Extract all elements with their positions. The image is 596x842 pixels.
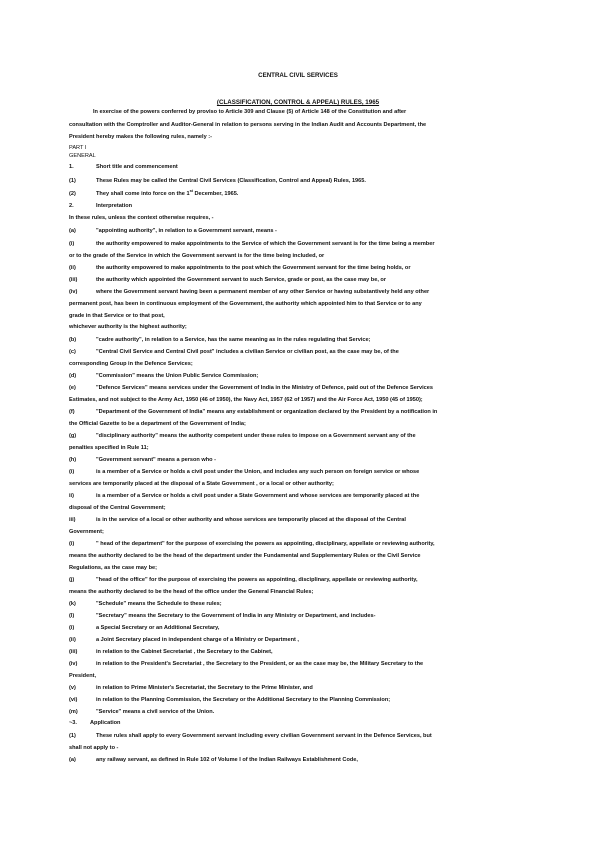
clause-a-i-line-2: or to the grade of the Service in which the Government servant is for the time being included, or <box>69 253 325 259</box>
clause-m-label: (m) <box>69 709 78 715</box>
clause-b-label: (b) <box>69 337 77 343</box>
clause-h-label: (h) <box>69 457 77 463</box>
section-1-title: Short title and commencement <box>96 164 178 170</box>
clause-i-label: (i) <box>69 541 75 547</box>
clause-a-iv-label: (iv) <box>69 289 78 295</box>
clause-l-label: (l) <box>69 613 75 619</box>
clause-e-line-2: Estimates, and not subject to the Army Act, 1950 (46 of 1950), the Navy Act, 1957 (62 of 1957) and the Air Force Act, 1950 (45 of 1950); <box>69 397 423 403</box>
clause-j-line-2: means the authority declared to be the head of the office under the General Financial Rules; <box>69 589 314 595</box>
rule-3-1-label: (1) <box>69 733 76 739</box>
clause-b-text: "cadre authority", in relation to a Service, has the same meaning as in the rules regulating that Service; <box>96 337 371 343</box>
clause-a-i-line-1: the authority empowered to make appointments to the Service of which the Government servant is for the time being a member <box>96 241 435 247</box>
clause-h-ii-line-1: is a member of a Service or holds a civil post under a State Government and whose services are temporarily placed at the <box>96 493 420 499</box>
clause-a-i-label: (i) <box>69 241 75 247</box>
clause-i-line-1: " head of the department" for the purpose of exercising the powers as appointing, disciplinary, appellate or reviewing authority, <box>96 541 435 547</box>
clause-g-line-1: "disciplinary authority" means the authority competent under these rules to impose on a Government servant any of the <box>96 433 416 439</box>
clause-h-iii-line-2: Government; <box>69 529 104 535</box>
intro-line-1: In exercise of the powers conferred by proviso to Article 309 and Clause (5) of Article 148 of the Constitution and after <box>93 109 407 115</box>
clause-l-vi-label: (vi) <box>69 697 78 703</box>
rule-3-1-line-1: These rules shall apply to every Government servant including every civilian Government servant in the Defence Services, but <box>96 733 432 739</box>
clause-a-ii-text: the authority empowered to make appointments to the post which the Government servant for the time being holds, or <box>96 265 411 271</box>
rule-3-1-line-2: shall not apply to - <box>69 745 119 751</box>
rule-1-1-label: (1) <box>69 178 76 184</box>
section-3-title: Application <box>90 720 121 726</box>
section-3-number: ~3. <box>69 720 77 726</box>
clause-l-i-label: (i) <box>69 625 75 631</box>
section-1-number: 1. <box>69 164 74 170</box>
rule-3-a-text: any railway servant, as defined in Rule 102 of Volume I of the Indian Railways Establishment Code, <box>96 757 358 763</box>
clause-d-text: "Commission" means the Union Public Service Commission; <box>96 373 259 379</box>
rule-1-2-text: They shall come into force on the 1st December, 1965. <box>96 189 239 197</box>
clause-e-label: (e) <box>69 385 76 391</box>
clause-d-label: (d) <box>69 373 77 379</box>
clause-e-line-1: "Defence Services" means services under the Government of India in the Ministry of Defence, paid out of the Defence Services <box>96 385 433 391</box>
clause-l-iii-label: (iii) <box>69 649 78 655</box>
clause-c-line-1: "Central Civil Service and Central Civil post" includes a civilian Service or civilian post, as the case may be, of the <box>96 349 399 355</box>
clause-h-ii-line-2: disposal of the Central Government; <box>69 505 166 511</box>
clause-f-line-1: "Department of the Government of India" means any establishment or organization declared by the President by a notification in <box>96 409 438 415</box>
section-2-title: Interpretation <box>96 203 133 209</box>
intro-line-3: President hereby makes the following rules, namely :- <box>69 134 212 140</box>
clause-l-v-text: in relation to Prime Minister's Secretariat, the Secretary to the Prime Minister, and <box>96 685 313 691</box>
document-subtitle: (CLASSIFICATION, CONTROL & APPEAL) RULES, 1965 <box>216 99 380 106</box>
clause-m-text: "Service" means a civil service of the Union. <box>96 709 215 715</box>
clause-h-i-label: (i) <box>69 469 75 475</box>
clause-l-ii-label: (ii) <box>69 637 76 643</box>
clause-l-ii-text: a Joint Secretary placed in independent charge of a Ministry or Department , <box>96 637 299 643</box>
clause-c-line-2: corresponding Group in the Defence Services; <box>69 361 193 367</box>
clause-l-v-label: (v) <box>69 685 76 691</box>
clause-a-label: (a) <box>69 228 76 234</box>
clause-i-line-3: Regulations, as the case may be; <box>69 565 157 571</box>
clause-a-iii-label: (iii) <box>69 277 78 283</box>
clause-a-iv-line-3: grade in that Service or to that post, <box>69 313 165 319</box>
clause-c-label: (c) <box>69 349 76 355</box>
clause-l-iv-line-2: President, <box>69 673 97 679</box>
clause-l-iii-text: in relation to the Cabinet Secretariat , the Secretary to the Cabinet, <box>96 649 273 655</box>
clause-h-ii-label: ii) <box>69 493 74 499</box>
clause-f-line-2: the Official Gazette to be a department of the Government of India; <box>69 421 246 427</box>
clause-h-iii-line-1: is in the service of a local or other authority and whose services are temporarily placed at the disposal of the Central <box>96 517 406 523</box>
clause-k-label: (k) <box>69 601 76 607</box>
clause-l-vi-text: in relation to the Planning Commission, the Secretary or the Additional Secretary to the Planning Commission; <box>96 697 391 703</box>
clause-a-iv-line-2: permanent post, has been in continuous employment of the Government, the authority which appointed him to that Service or to any <box>69 301 422 307</box>
clause-h-iii-label: iii) <box>69 517 76 523</box>
clause-j-label: (j) <box>69 577 75 583</box>
clause-l-i-text: a Special Secretary or an Additional Secretary, <box>96 625 220 631</box>
clause-k-text: "Schedule" means the Schedule to these rules; <box>96 601 222 607</box>
clause-l-text: "Secretary" means the Secretary to the Government of India in any Ministry or Department, and includes- <box>96 613 376 619</box>
section-2-intro: In these rules, unless the context otherwise requires, - <box>69 215 214 221</box>
clause-f-label: (f) <box>69 409 75 415</box>
clause-j-line-1: "head of the office" for the purpose of exercising the powers as appointing, disciplinary, appellate or reviewing authority, <box>96 577 418 583</box>
rule-1-1-text: These Rules may be called the Central Civil Services (Classification, Control and Appeal) Rules, 1965. <box>96 178 366 184</box>
clause-g-line-2: penalties specified in Rule 11; <box>69 445 149 451</box>
part-heading: PART I <box>69 145 87 151</box>
clause-a-text: "appointing authority", in relation to a Government servant, means - <box>96 228 277 234</box>
clause-h-i-line-1: is a member of a Service or holds a civil post under the Union, and includes any such person on foreign service or whose <box>96 469 420 475</box>
clause-i-line-2: means the authority declared to be the head of the department under the Fundamental and Supplementary Rules or the Civil Service <box>69 553 421 559</box>
part-title: GENERAL <box>69 153 96 159</box>
rule-3-a-label: (a) <box>69 757 76 763</box>
document-title: CENTRAL CIVIL SERVICES <box>258 72 338 79</box>
clause-g-label: (g) <box>69 433 77 439</box>
rule-1-2-label: (2) <box>69 191 76 197</box>
clause-h-i-line-2: services are temporarily placed at the disposal of a State Government , or a local or other authority; <box>69 481 334 487</box>
clause-a-iv-line-4: whichever authority is the highest authority; <box>69 324 187 330</box>
intro-line-2: consultation with the Comptroller and Auditor-General in relation to persons serving in the Indian Audit and Accounts Department, the <box>69 122 427 128</box>
clause-l-iv-label: (iv) <box>69 661 78 667</box>
clause-a-iii-text: the authority which appointed the Government servant to such Service, grade or post, as the case may be, or <box>96 277 387 283</box>
clause-a-iv-line-1: where the Government servant having been a permanent member of any other Service or having substantively held any other <box>96 289 430 295</box>
section-2-number: 2. <box>69 203 74 209</box>
clause-l-iv-line-1: in relation to the President's Secretariat , the Secretary to the President, or as the case may be, the Military Secretary to the <box>96 661 424 667</box>
clause-h-text: "Government servant" means a person who - <box>96 457 217 463</box>
clause-a-ii-label: (ii) <box>69 265 76 271</box>
